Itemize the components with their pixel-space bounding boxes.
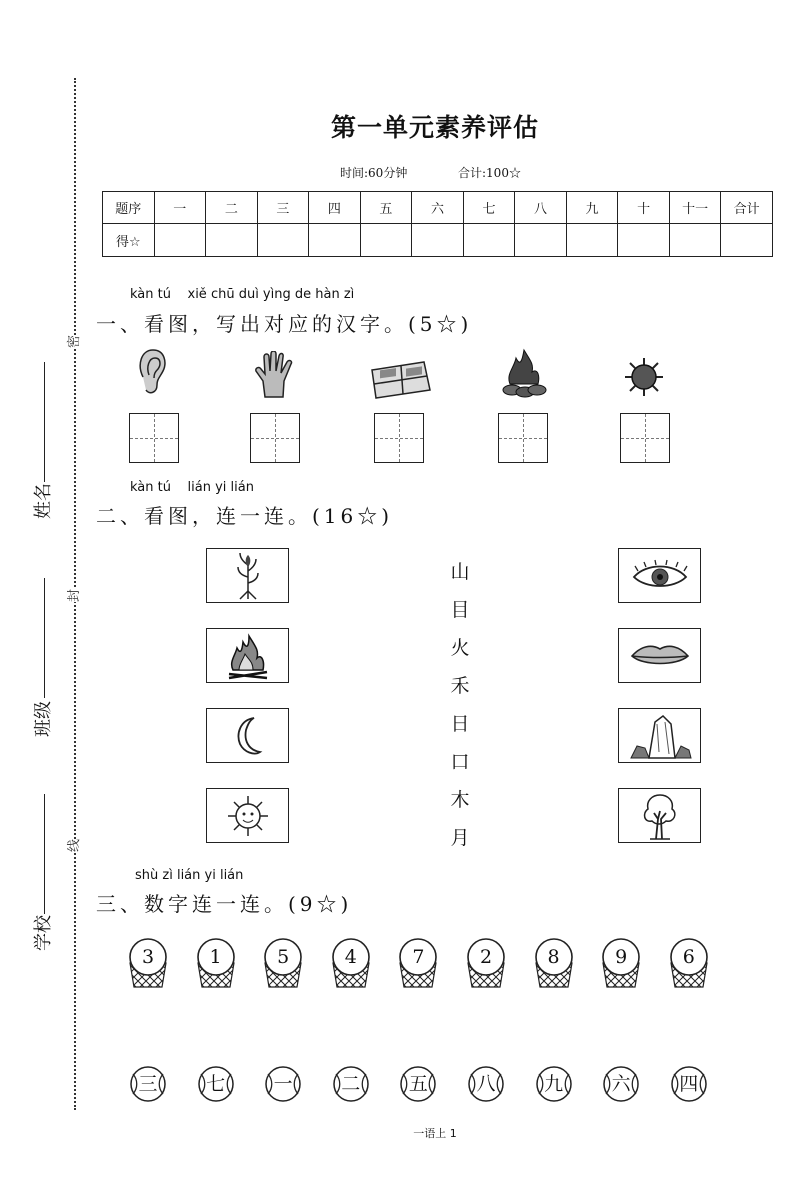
fire-icon xyxy=(500,346,548,398)
section1-heading: 一、看图，写出对应的汉字。(5☆) xyxy=(96,312,473,336)
sun-icon xyxy=(624,357,664,397)
section1-pinyin: kàn tú xiě chū duì yìng de hàn zì xyxy=(130,287,355,302)
score-table xyxy=(102,191,773,257)
score-col: 合计 xyxy=(721,192,773,224)
number-label: 9 xyxy=(615,946,628,968)
score-row-label: 得☆ xyxy=(103,224,155,257)
match-char[interactable]: 木 xyxy=(450,789,470,811)
rice-plant-icon xyxy=(228,551,268,601)
binding-word-seal: 密 xyxy=(63,335,82,348)
chinese-number-label: 一 xyxy=(273,1073,293,1095)
score-col: 二 xyxy=(206,192,258,224)
chinese-number[interactable] xyxy=(126,1066,170,1102)
match-char[interactable]: 日 xyxy=(450,713,470,735)
chinese-number-label: 八 xyxy=(476,1073,496,1095)
number-ball[interactable] xyxy=(667,937,711,987)
chinese-number-label: 六 xyxy=(611,1073,631,1095)
chinese-number[interactable] xyxy=(261,1066,305,1102)
time-limit: 时间:60分钟 xyxy=(340,166,408,180)
number-label: 8 xyxy=(547,946,560,968)
moon-icon xyxy=(228,714,268,758)
score-cell[interactable] xyxy=(309,224,361,257)
number-ball[interactable] xyxy=(532,937,576,987)
writing-grid[interactable] xyxy=(129,413,179,463)
score-cell[interactable] xyxy=(412,224,464,257)
name-underline[interactable] xyxy=(44,362,45,482)
mouth-icon xyxy=(629,640,691,672)
number-ball[interactable] xyxy=(464,937,508,987)
match-char[interactable]: 月 xyxy=(450,827,470,849)
chinese-number-label: 四 xyxy=(679,1073,699,1095)
chinese-number-label: 九 xyxy=(544,1073,564,1095)
page-title: 第一单元素养评估 xyxy=(330,113,539,142)
score-cell[interactable] xyxy=(154,224,206,257)
fire-icon xyxy=(225,632,271,680)
score-col: 六 xyxy=(412,192,464,224)
writing-grid[interactable] xyxy=(620,413,670,463)
match-char[interactable]: 禾 xyxy=(450,675,470,697)
right-picture-eye[interactable] xyxy=(618,548,701,603)
number-ball[interactable] xyxy=(126,937,170,987)
match-char[interactable]: 目 xyxy=(450,599,470,621)
total-score: 合计:100☆ xyxy=(458,166,521,180)
score-cell[interactable] xyxy=(669,224,721,257)
class-label: 班级 xyxy=(33,701,54,737)
score-cell[interactable] xyxy=(360,224,412,257)
chinese-number[interactable] xyxy=(464,1066,508,1102)
score-col: 十 xyxy=(618,192,670,224)
number-ball[interactable] xyxy=(599,937,643,987)
chinese-number-label: 五 xyxy=(408,1073,428,1095)
score-cell[interactable] xyxy=(721,224,773,257)
chinese-number[interactable] xyxy=(667,1066,711,1102)
writing-grid[interactable] xyxy=(250,413,300,463)
section2-pinyin: kàn tú lián yi lián xyxy=(130,480,254,495)
eye-icon xyxy=(630,559,690,593)
writing-grid[interactable] xyxy=(498,413,548,463)
number-ball[interactable] xyxy=(329,937,373,987)
section2-heading: 二、看图，连一连。(16☆) xyxy=(96,504,394,528)
left-picture-fire[interactable] xyxy=(206,628,289,683)
chinese-number[interactable] xyxy=(194,1066,238,1102)
binding-word-fold: 封 xyxy=(63,589,82,602)
chinese-number[interactable] xyxy=(329,1066,373,1102)
section3-pinyin: shù zì lián yi lián xyxy=(135,868,244,883)
left-picture-sun[interactable] xyxy=(206,788,289,843)
number-label: 7 xyxy=(412,946,425,968)
tree-icon xyxy=(638,791,682,841)
number-ball[interactable] xyxy=(396,937,440,987)
number-label: 5 xyxy=(277,946,290,968)
writing-grid[interactable] xyxy=(374,413,424,463)
binding-word-line: 线 xyxy=(63,839,82,852)
school-underline[interactable] xyxy=(44,794,45,914)
score-col: 十一 xyxy=(669,192,721,224)
number-ball[interactable] xyxy=(261,937,305,987)
left-picture-rice[interactable] xyxy=(206,548,289,603)
left-picture-moon[interactable] xyxy=(206,708,289,763)
score-col: 八 xyxy=(515,192,567,224)
number-label: 6 xyxy=(682,946,695,968)
right-picture-mouth[interactable] xyxy=(618,628,701,683)
sun-icon xyxy=(226,794,270,838)
chinese-number[interactable] xyxy=(396,1066,440,1102)
chinese-number-label: 二 xyxy=(341,1073,361,1095)
class-underline[interactable] xyxy=(44,578,45,698)
number-label: 4 xyxy=(344,946,357,968)
score-cell[interactable] xyxy=(566,224,618,257)
mountain-icon xyxy=(627,712,693,760)
score-col: 三 xyxy=(257,192,309,224)
score-cell[interactable] xyxy=(515,224,567,257)
school-label: 学校 xyxy=(33,915,54,951)
score-col: 五 xyxy=(360,192,412,224)
score-cell[interactable] xyxy=(206,224,258,257)
score-cell[interactable] xyxy=(618,224,670,257)
score-col: 一 xyxy=(154,192,206,224)
match-char[interactable]: 口 xyxy=(450,751,470,773)
score-col: 七 xyxy=(463,192,515,224)
number-label: 3 xyxy=(141,946,155,968)
score-cell[interactable] xyxy=(257,224,309,257)
chinese-number-label: 三 xyxy=(138,1073,158,1095)
score-cell[interactable] xyxy=(463,224,515,257)
ear-icon xyxy=(135,347,169,397)
field-icon xyxy=(368,360,432,400)
number-ball[interactable] xyxy=(194,937,238,987)
match-char[interactable]: 火 xyxy=(450,637,470,659)
right-picture-mountain[interactable] xyxy=(618,708,701,763)
number-label: 2 xyxy=(479,946,493,968)
chinese-number[interactable] xyxy=(532,1066,576,1102)
number-label: 1 xyxy=(209,946,222,968)
score-header-label: 题序 xyxy=(103,192,155,224)
section3-heading: 三、数字连一连。(9☆) xyxy=(96,892,353,916)
page-footer: 一语上 1 xyxy=(413,1127,457,1140)
chinese-number-label: 七 xyxy=(206,1073,226,1095)
hand-icon xyxy=(253,351,299,399)
right-picture-tree[interactable] xyxy=(618,788,701,843)
chinese-number[interactable] xyxy=(599,1066,643,1102)
score-col: 九 xyxy=(566,192,618,224)
score-col: 四 xyxy=(309,192,361,224)
match-char[interactable]: 山 xyxy=(450,561,470,583)
name-label: 姓名 xyxy=(33,483,54,519)
